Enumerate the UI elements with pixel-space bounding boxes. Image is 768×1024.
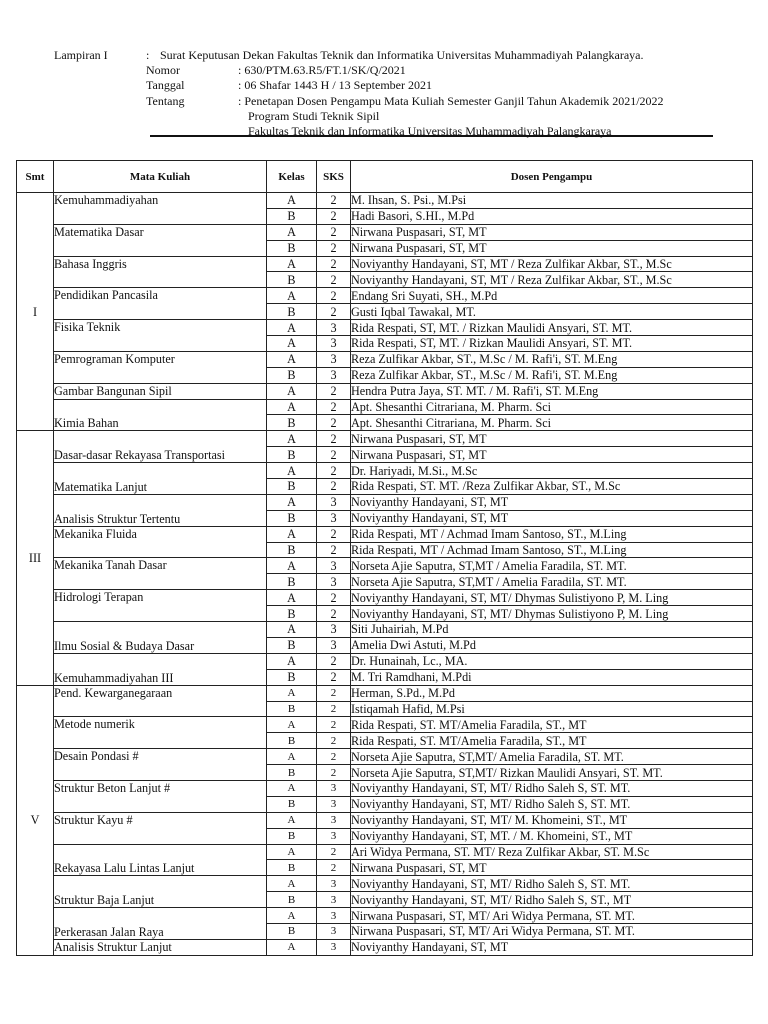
course-name-cell: Struktur Beton Lanjut #	[54, 780, 267, 812]
sks-cell: 3	[317, 622, 351, 638]
sks-cell: 2	[317, 208, 351, 224]
dosen-cell: Noviyanthy Handayani, ST, MT/ M. Khomeini, ST., MT	[351, 812, 753, 828]
table-header-row	[17, 161, 753, 193]
kelas-cell: A	[267, 494, 317, 510]
course-name-cell: Analisis Struktur Tertentu	[54, 494, 267, 526]
dosen-cell: Ari Widya Permana, ST. MT/ Reza Zulfikar Akbar, ST. M.Sc	[351, 844, 753, 860]
lecturer-assignment-table	[16, 160, 753, 956]
kelas-cell: A	[267, 256, 317, 272]
kelas-cell: A	[267, 193, 317, 209]
sks-cell: 2	[317, 463, 351, 479]
lampiran-row	[54, 48, 714, 63]
kelas-cell: B	[267, 796, 317, 812]
dosen-cell: Reza Zulfikar Akbar, ST., M.Sc / M. Rafi'i, ST. M.Eng	[351, 351, 753, 367]
kelas-cell: A	[267, 558, 317, 574]
sks-cell: 2	[317, 431, 351, 447]
kelas-cell: B	[267, 923, 317, 939]
dosen-cell: Rida Respati, MT / Achmad Imam Santoso, ST., M.Ling	[351, 526, 753, 542]
table-row	[17, 558, 753, 574]
course-name-cell: Dasar-dasar Rekayasa Transportasi	[54, 431, 267, 463]
kelas-cell: B	[267, 415, 317, 431]
dosen-cell: Noviyanthy Handayani, ST, MT	[351, 494, 753, 510]
kelas-cell: A	[267, 685, 317, 701]
sks-cell: 2	[317, 383, 351, 399]
sks-cell: 2	[317, 685, 351, 701]
sks-cell: 2	[317, 288, 351, 304]
kelas-cell: B	[267, 510, 317, 526]
header-kelas: Kelas	[267, 161, 317, 193]
dosen-cell: Rida Respati, ST. MT/Amelia Faradila, ST., MT	[351, 733, 753, 749]
table-row	[17, 494, 753, 510]
kelas-cell: A	[267, 622, 317, 638]
course-name-cell: Pemrograman Komputer	[54, 351, 267, 383]
kelas-cell: B	[267, 304, 317, 320]
dosen-cell: Rida Respati, MT / Achmad Imam Santoso, ST., M.Ling	[351, 542, 753, 558]
course-name-cell: Struktur Baja Lanjut	[54, 876, 267, 908]
sks-cell: 2	[317, 765, 351, 781]
kelas-cell: A	[267, 288, 317, 304]
dosen-cell: Herman, S.Pd., M.Pd	[351, 685, 753, 701]
kelas-cell: A	[267, 749, 317, 765]
kelas-cell: B	[267, 272, 317, 288]
table-row	[17, 780, 753, 796]
tentang-line3-text: Fakultas Teknik dan Informatika Universitas Muhammadiyah Palangkaraya	[248, 124, 612, 139]
sks-cell: 3	[317, 812, 351, 828]
dosen-cell: Dr. Hariyadi, M.Si., M.Sc	[351, 463, 753, 479]
lampiran-value: Surat Keputusan Dekan Fakultas Teknik dan Informatika Universitas Muhammadiyah Palangkaraya.	[160, 48, 644, 62]
sks-cell: 2	[317, 669, 351, 685]
kelas-cell: B	[267, 367, 317, 383]
course-name-cell: Pend. Kewarganegaraan	[54, 685, 267, 717]
table-body	[17, 193, 753, 956]
table-row	[17, 590, 753, 606]
sks-cell: 3	[317, 876, 351, 892]
sks-cell: 3	[317, 494, 351, 510]
kelas-cell: A	[267, 908, 317, 924]
table-row	[17, 320, 753, 336]
sks-cell: 2	[317, 606, 351, 622]
sks-cell: 3	[317, 510, 351, 526]
course-name-cell: Mekanika Tanah Dasar	[54, 558, 267, 590]
dosen-cell: Noviyanthy Handayani, ST, MT	[351, 510, 753, 526]
kelas-cell: B	[267, 240, 317, 256]
dosen-cell: Noviyanthy Handayani, ST, MT / Reza Zulfikar Akbar, ST., M.Sc	[351, 272, 753, 288]
table-row	[17, 812, 753, 828]
course-name-cell: Matematika Lanjut	[54, 463, 267, 495]
sks-cell: 2	[317, 590, 351, 606]
table-row	[17, 717, 753, 733]
sks-cell: 3	[317, 558, 351, 574]
dosen-cell: Reza Zulfikar Akbar, ST., M.Sc / M. Rafi'i, ST. M.Eng	[351, 367, 753, 383]
header-divider	[150, 135, 713, 137]
kelas-cell: B	[267, 637, 317, 653]
sks-cell: 2	[317, 224, 351, 240]
sks-cell: 2	[317, 304, 351, 320]
course-name-cell: Analisis Struktur Lanjut	[54, 939, 267, 955]
sks-cell: 2	[317, 701, 351, 717]
table-row	[17, 685, 753, 701]
table-row	[17, 463, 753, 479]
course-name-cell: Fisika Teknik	[54, 320, 267, 352]
kelas-cell: A	[267, 431, 317, 447]
sks-cell: 2	[317, 479, 351, 495]
kelas-cell: A	[267, 717, 317, 733]
tentang-row	[54, 94, 714, 109]
table-row	[17, 383, 753, 399]
sks-cell: 2	[317, 447, 351, 463]
kelas-cell: A	[267, 463, 317, 479]
tentang-label: Tentang	[146, 93, 185, 108]
course-name-cell: Desain Pondasi #	[54, 749, 267, 781]
sks-cell: 3	[317, 336, 351, 352]
header-dosen: Dosen Pengampu	[351, 161, 753, 193]
sks-cell: 3	[317, 908, 351, 924]
kelas-cell: B	[267, 765, 317, 781]
dosen-cell: Rida Respati, ST. MT/Amelia Faradila, ST., MT	[351, 717, 753, 733]
kelas-cell: A	[267, 590, 317, 606]
dosen-cell: Apt. Shesanthi Citrariana, M. Pharm. Sci	[351, 415, 753, 431]
dosen-cell: Noviyanthy Handayani, ST, MT. / M. Khomeini, ST., MT	[351, 828, 753, 844]
course-name-cell: Kemuhammadiyahan III	[54, 653, 267, 685]
semester-cell: III	[17, 431, 54, 685]
tentang-line2-text: Program Studi Teknik Sipil	[248, 108, 380, 123]
dosen-cell: Rida Respati, ST, MT. / Rizkan Maulidi Ansyari, ST. MT.	[351, 320, 753, 336]
sks-cell: 3	[317, 320, 351, 336]
sks-cell: 3	[317, 828, 351, 844]
table-row	[17, 653, 753, 669]
table-row	[17, 351, 753, 367]
kelas-cell: A	[267, 399, 317, 415]
sks-cell: 3	[317, 351, 351, 367]
nomor-value: : 630/PTM.63.R5/FT.1/SK/Q/2021	[238, 63, 406, 78]
sks-cell: 3	[317, 574, 351, 590]
dosen-cell: Siti Juhairiah, M.Pd	[351, 622, 753, 638]
dosen-cell: Nirwana Puspasari, ST, MT/ Ari Widya Permana, ST. MT.	[351, 923, 753, 939]
table-row	[17, 908, 753, 924]
table-row	[17, 193, 753, 209]
lampiran-label: Lampiran I	[54, 48, 108, 62]
dosen-cell: Noviyanthy Handayani, ST, MT/ Dhymas Sulistiyono P, M. Ling	[351, 590, 753, 606]
dosen-cell: Nirwana Puspasari, ST, MT	[351, 860, 753, 876]
kelas-cell: B	[267, 733, 317, 749]
dosen-cell: Noviyanthy Handayani, ST, MT / Reza Zulfikar Akbar, ST., M.Sc	[351, 256, 753, 272]
kelas-cell: A	[267, 876, 317, 892]
dosen-cell: Norseta Ajie Saputra, ST,MT / Amelia Faradila, ST. MT.	[351, 574, 753, 590]
table-row	[17, 399, 753, 415]
tanggal-label: Tanggal	[146, 78, 185, 93]
kelas-cell: B	[267, 860, 317, 876]
sks-cell: 3	[317, 923, 351, 939]
course-name-cell: Struktur Kayu #	[54, 812, 267, 844]
kelas-cell: B	[267, 208, 317, 224]
dosen-cell: M. Tri Ramdhani, M.Pdi	[351, 669, 753, 685]
dosen-cell: Dr. Hunainah, Lc., MA.	[351, 653, 753, 669]
kelas-cell: A	[267, 939, 317, 955]
sks-cell: 2	[317, 717, 351, 733]
kelas-cell: A	[267, 351, 317, 367]
sks-cell: 2	[317, 272, 351, 288]
course-name-cell: Bahasa Inggris	[54, 256, 267, 288]
header-sks: SKS	[317, 161, 351, 193]
semester-cell: V	[17, 685, 54, 955]
course-name-cell: Hidrologi Terapan	[54, 590, 267, 622]
dosen-cell: Endang Sri Suyati, SH., M.Pd	[351, 288, 753, 304]
dosen-cell: Nirwana Puspasari, ST, MT/ Ari Widya Permana, ST. MT.	[351, 908, 753, 924]
kelas-cell: A	[267, 320, 317, 336]
dosen-cell: Norseta Ajie Saputra, ST,MT/ Rizkan Maulidi Ansyari, ST. MT.	[351, 765, 753, 781]
sks-cell: 3	[317, 780, 351, 796]
dosen-cell: Amelia Dwi Astuti, M.Pd	[351, 637, 753, 653]
kelas-cell: B	[267, 574, 317, 590]
sks-cell: 3	[317, 939, 351, 955]
sks-cell: 2	[317, 733, 351, 749]
dosen-cell: Noviyanthy Handayani, ST, MT/ Ridho Saleh S, ST. MT.	[351, 876, 753, 892]
sks-cell: 2	[317, 526, 351, 542]
nomor-label: Nomor	[146, 63, 180, 78]
kelas-cell: A	[267, 844, 317, 860]
dosen-cell: Norseta Ajie Saputra, ST,MT/ Amelia Faradila, ST. MT.	[351, 749, 753, 765]
semester-cell: I	[17, 193, 54, 431]
course-name-cell: Rekayasa Lalu Lintas Lanjut	[54, 844, 267, 876]
kelas-cell: A	[267, 780, 317, 796]
tentang-value: : Penetapan Dosen Pengampu Mata Kuliah Semester Ganjil Tahun Akademik 2021/2022	[238, 93, 664, 108]
course-name-cell: Gambar Bangunan Sipil	[54, 383, 267, 399]
sks-cell: 2	[317, 193, 351, 209]
header-smt: Smt	[17, 161, 54, 193]
tanggal-row	[54, 78, 714, 93]
sks-cell: 2	[317, 653, 351, 669]
sks-cell: 2	[317, 399, 351, 415]
course-name-cell: Pendidikan Pancasila	[54, 288, 267, 320]
dosen-cell: Norseta Ajie Saputra, ST,MT / Amelia Faradila, ST. MT.	[351, 558, 753, 574]
sks-cell: 2	[317, 749, 351, 765]
kelas-cell: B	[267, 542, 317, 558]
kelas-cell: A	[267, 336, 317, 352]
sks-cell: 3	[317, 796, 351, 812]
sks-cell: 2	[317, 542, 351, 558]
course-name-cell: Mekanika Fluida	[54, 526, 267, 558]
dosen-cell: Hadi Basori, S.HI., M.Pd	[351, 208, 753, 224]
dosen-cell: Nirwana Puspasari, ST, MT	[351, 240, 753, 256]
dosen-cell: Gusti Iqbal Tawakal, MT.	[351, 304, 753, 320]
document-header	[54, 48, 714, 139]
sks-cell: 2	[317, 256, 351, 272]
course-name-cell: Perkerasan Jalan Raya	[54, 908, 267, 940]
kelas-cell: B	[267, 701, 317, 717]
dosen-cell: Nirwana Puspasari, ST, MT	[351, 447, 753, 463]
tanggal-value: : 06 Shafar 1443 H / 13 September 2021	[238, 78, 432, 93]
dosen-cell: Rida Respati, ST. MT. /Reza Zulfikar Akbar, ST., M.Sc	[351, 479, 753, 495]
sks-cell: 2	[317, 860, 351, 876]
kelas-cell: A	[267, 383, 317, 399]
table-row	[17, 844, 753, 860]
dosen-cell: Istiqamah Hafid, M.Psi	[351, 701, 753, 717]
table-row	[17, 288, 753, 304]
table-row	[17, 526, 753, 542]
kelas-cell: B	[267, 479, 317, 495]
sks-cell: 3	[317, 637, 351, 653]
course-name-cell: Matematika Dasar	[54, 224, 267, 256]
table-row	[17, 431, 753, 447]
dosen-cell: Nirwana Puspasari, ST, MT	[351, 224, 753, 240]
dosen-cell: Noviyanthy Handayani, ST, MT	[351, 939, 753, 955]
dosen-cell: Noviyanthy Handayani, ST, MT/ Ridho Saleh S, ST. MT.	[351, 796, 753, 812]
kelas-cell: B	[267, 447, 317, 463]
dosen-cell: Nirwana Puspasari, ST, MT	[351, 431, 753, 447]
tentang-line2	[54, 109, 714, 124]
sks-cell: 2	[317, 240, 351, 256]
dosen-cell: Hendra Putra Jaya, ST. MT. / M. Rafi'i, ST. M.Eng	[351, 383, 753, 399]
dosen-cell: Apt. Shesanthi Citrariana, M. Pharm. Sci	[351, 399, 753, 415]
kelas-cell: B	[267, 892, 317, 908]
kelas-cell: A	[267, 526, 317, 542]
dosen-cell: Noviyanthy Handayani, ST, MT/ Dhymas Sulistiyono P, M. Ling	[351, 606, 753, 622]
lampiran-colon: :	[146, 48, 150, 62]
table-row	[17, 939, 753, 955]
table-row	[17, 256, 753, 272]
sks-cell: 3	[317, 367, 351, 383]
kelas-cell: A	[267, 653, 317, 669]
sks-cell: 2	[317, 415, 351, 431]
kelas-cell: A	[267, 224, 317, 240]
dosen-cell: Noviyanthy Handayani, ST, MT/ Ridho Saleh S, ST., MT	[351, 892, 753, 908]
table-row	[17, 876, 753, 892]
nomor-row	[54, 63, 714, 78]
sks-cell: 2	[317, 844, 351, 860]
course-name-cell: Metode numerik	[54, 717, 267, 749]
kelas-cell: B	[267, 669, 317, 685]
dosen-cell: Noviyanthy Handayani, ST, MT/ Ridho Saleh S, ST. MT.	[351, 780, 753, 796]
course-name-cell: Kemuhammadiyahan	[54, 193, 267, 225]
kelas-cell: B	[267, 828, 317, 844]
dosen-cell: M. Ihsan, S. Psi., M.Psi	[351, 193, 753, 209]
sks-cell: 3	[317, 892, 351, 908]
table-row	[17, 749, 753, 765]
course-name-cell: Kimia Bahan	[54, 399, 267, 431]
course-name-cell: Ilmu Sosial & Budaya Dasar	[54, 622, 267, 654]
kelas-cell: A	[267, 812, 317, 828]
header-mata-kuliah: Mata Kuliah	[54, 161, 267, 193]
table-row	[17, 224, 753, 240]
kelas-cell: B	[267, 606, 317, 622]
dosen-cell: Rida Respati, ST, MT. / Rizkan Maulidi Ansyari, ST. MT.	[351, 336, 753, 352]
table-row	[17, 622, 753, 638]
